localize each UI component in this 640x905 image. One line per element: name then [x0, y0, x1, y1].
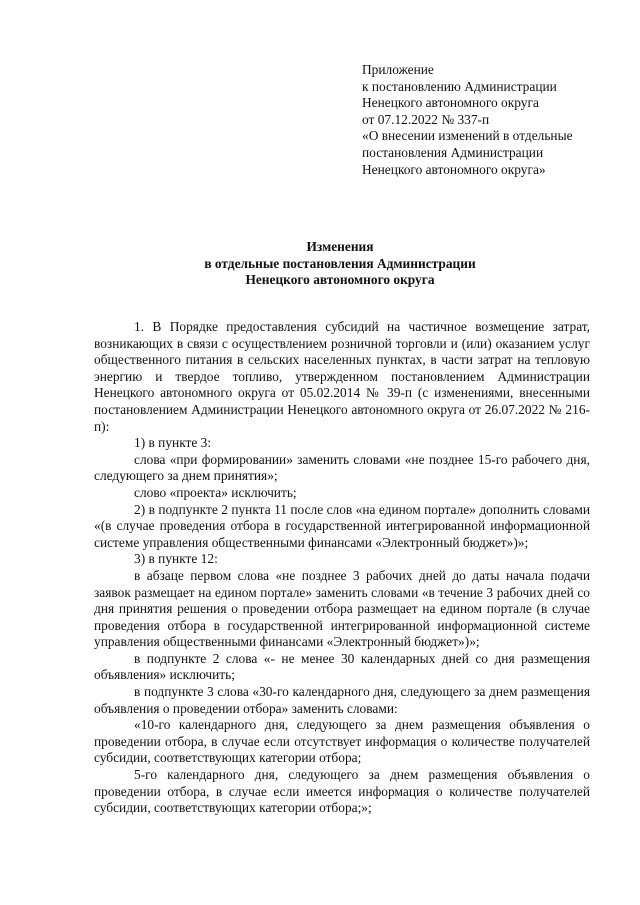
document-body — [94, 319, 590, 817]
appendix-line: к постановлению Администрации — [362, 78, 557, 94]
body-paragraph: в подпункте 2 слова «- не менее 30 календарных дней со дня размещения объявления» исключить; — [94, 650, 590, 683]
appendix-line: «О внесении изменений в отдельные — [362, 128, 573, 144]
body-paragraph: «10-го календарного дня, следующего за днем размещения объявления о проведении отбора, в случае если отсутствует информация о количестве получателей субсидии, соответствующих категории отбора; — [94, 717, 590, 766]
appendix-line: Ненецкого автономного округа» — [362, 161, 546, 177]
body-paragraph: 3) в пункте 12: — [134, 551, 218, 567]
appendix-line: Приложение — [362, 62, 434, 77]
appendix-line: постановления Администрации — [362, 144, 544, 160]
body-paragraph: 2) в подпункте 2 пункта 11 после слов «на едином портале» дополнить словами «(в случае проведения отбора в государственной интегрированной информационной системе управления общественными финансами «Электронный бюджет»)»; — [94, 501, 590, 550]
appendix-line: от 07.12.2022 № 337-п — [362, 111, 490, 127]
title-line: Ненецкого автономного округа — [245, 272, 435, 288]
title-line: в отдельные постановления Администрации — [204, 255, 476, 271]
body-paragraph: слово «проекта» исключить; — [134, 484, 297, 500]
appendix-line: Ненецкого автономного округа — [362, 95, 539, 111]
body-paragraph: 5-го календарного дня, следующего за днем размещения объявления о проведении отбора, в случае если имеется информация о количестве получателей субсидии, соответствующих категории отбора;»; — [94, 767, 590, 816]
document-title — [90, 239, 590, 289]
body-paragraph: 1) в пункте 3: — [134, 435, 212, 451]
appendix-header — [362, 62, 612, 178]
body-paragraph: 1. В Порядке предоставления субсидий на частичное возмещение затрат, возникающих в связи с осуществлением розничной торговли и (или) оказанием услуг общественного питания в сельских населенных пунктах, в части затрат на тепловую энергию и твердое топливо, утвержденном постановлением Администрации Ненецкого автономного округа от 05.02.2014 № 39-п (с изменениями, внесенными постановлением Администрации Ненецкого автономного округа от 26.07.2022 № 216-п): — [94, 319, 590, 434]
body-paragraph: слова «при формировании» заменить словами «не позднее 15-го рабочего дня, следующего за днем принятия»; — [94, 451, 590, 484]
title-line: Изменения — [306, 239, 374, 254]
body-paragraph: в подпункте 3 слова «30-го календарного дня, следующего за днем размещения объявления о проведении отбора» заменить словами: — [94, 684, 590, 716]
body-paragraph: в абзаце первом слова «не позднее 3 рабочих дней до даты начала подачи заявок размещает на едином портале» заменить словами «в течение 3 рабочих дней со дня принятия решения о проведении отбора размещает на едином портале (в случае проведения отбора в государственной интегрированной информационной системе управления общественными финансами «Электронный бюджет»)»; — [94, 567, 590, 650]
